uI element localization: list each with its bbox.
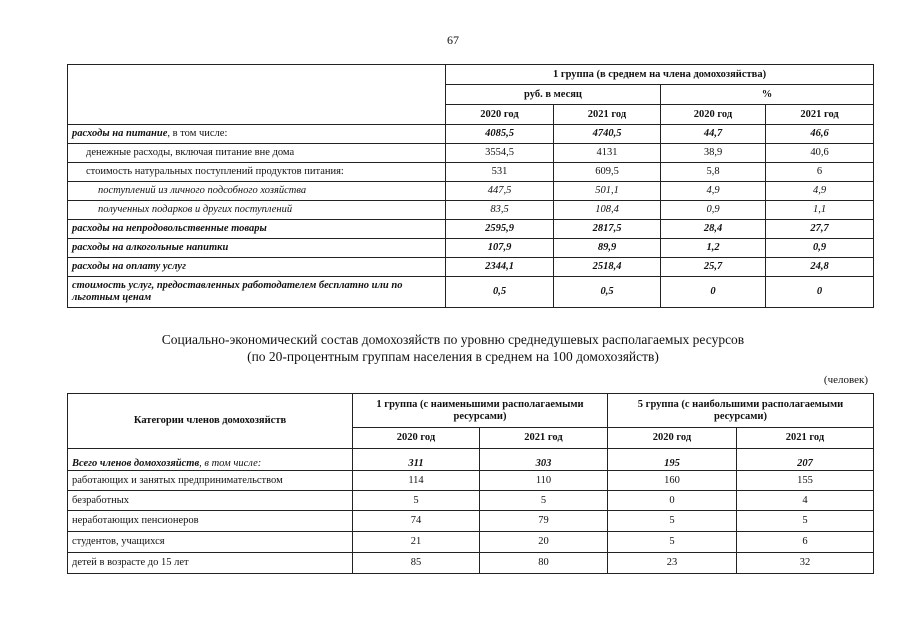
cell-value: 83,5 [446, 201, 554, 220]
cell-value: 74 [353, 511, 480, 532]
cell-value: 2817,5 [554, 220, 661, 239]
unit-rub-header: руб. в месяц [446, 85, 661, 105]
cell-value: 5 [737, 511, 874, 532]
cell-value: 195 [608, 449, 737, 471]
cell-value: 79 [480, 511, 608, 532]
cell-value: 1,1 [766, 201, 874, 220]
cell-value: 501,1 [554, 182, 661, 201]
cell-value: 3554,5 [446, 144, 554, 163]
cell-value: 0 [766, 277, 874, 308]
year-header: 2020 год [608, 428, 737, 449]
table-row [68, 220, 874, 239]
table-row [68, 144, 874, 163]
year-header: 2021 год [737, 428, 874, 449]
cell-value: 108,4 [554, 201, 661, 220]
cell-value: 0 [608, 491, 737, 511]
cell-value: 5,8 [661, 163, 766, 182]
cell-value: 0,9 [661, 201, 766, 220]
page-number: 67 [447, 33, 459, 47]
table-row [68, 125, 874, 144]
expenses-table [67, 64, 874, 308]
row-label: студентов, учащихся [68, 532, 353, 553]
cell-value: 4131 [554, 144, 661, 163]
table-row [68, 239, 874, 258]
cell-value: 32 [737, 553, 874, 574]
cell-value: 447,5 [446, 182, 554, 201]
group5-header: 5 группа (с наибольшими располагаемыми ресурсами) [608, 394, 874, 428]
row-label: расходы на алкогольные напитки [68, 239, 446, 258]
row-label: детей в возрасте до 15 лет [68, 553, 353, 574]
cell-value: 24,8 [766, 258, 874, 277]
row-label: расходы на питание, в том числе: [68, 125, 446, 144]
table-row [68, 449, 874, 471]
table-row [68, 491, 874, 511]
section-title-line: (по 20-процентным группам населения в среднем на 100 домохозяйств) [247, 349, 659, 364]
empty-header-cell [68, 65, 446, 125]
row-label: работающих и занятых предпринимательством [68, 471, 353, 491]
year-header: 2020 год [446, 105, 554, 125]
table-row [68, 201, 874, 220]
row-label: расходы на оплату услуг [68, 258, 446, 277]
table-row [68, 258, 874, 277]
cell-value: 2518,4 [554, 258, 661, 277]
cell-value: 2595,9 [446, 220, 554, 239]
cell-value: 0,5 [446, 277, 554, 308]
cell-value: 23 [608, 553, 737, 574]
cell-value: 44,7 [661, 125, 766, 144]
year-header: 2021 год [480, 428, 608, 449]
cell-value: 609,5 [554, 163, 661, 182]
section-title-line: Социально-экономический состав домохозяйств по уровню среднедушевых располагаемых ресурсов [161, 332, 745, 347]
cell-value: 207 [737, 449, 874, 471]
table-row [68, 182, 874, 201]
cell-value: 114 [353, 471, 480, 491]
year-header: 2020 год [353, 428, 480, 449]
household-composition-table [67, 393, 874, 574]
table-row [68, 163, 874, 182]
cell-value: 21 [353, 532, 480, 553]
cell-value: 6 [766, 163, 874, 182]
cell-value: 0 [661, 277, 766, 308]
cell-value: 1,2 [661, 239, 766, 258]
cell-value: 155 [737, 471, 874, 491]
table-row [68, 277, 874, 308]
row-label: неработающих пенсионеров [68, 511, 353, 532]
cell-value: 5 [480, 491, 608, 511]
row-label: безработных [68, 491, 353, 511]
row-label: денежные расходы, включая питание вне дома [68, 144, 446, 163]
cell-value: 38,9 [661, 144, 766, 163]
cell-value: 20 [480, 532, 608, 553]
cell-value: 46,6 [766, 125, 874, 144]
row-label: расходы на непродовольственные товары [68, 220, 446, 239]
row-label: стоимость услуг, предоставленных работодателем бесплатно или по льготным ценам [68, 277, 446, 308]
year-header: 2021 год [554, 105, 661, 125]
cell-value: 311 [353, 449, 480, 471]
cell-value: 40,6 [766, 144, 874, 163]
table-row [68, 553, 874, 574]
cell-value: 85 [353, 553, 480, 574]
cell-value: 0,5 [554, 277, 661, 308]
table-row [68, 511, 874, 532]
cell-value: 5 [353, 491, 480, 511]
cell-value: 5 [608, 532, 737, 553]
cell-value: 4,9 [766, 182, 874, 201]
cell-value: 6 [737, 532, 874, 553]
cell-value: 25,7 [661, 258, 766, 277]
cell-value: 107,9 [446, 239, 554, 258]
cell-value: 160 [608, 471, 737, 491]
group1-header: 1 группа (с наименьшими располагаемыми ресурсами) [353, 394, 608, 428]
row-label: Всего членов домохозяйств, в том числе: [68, 449, 353, 471]
row-label: полученных подарков и других поступлений [68, 201, 446, 220]
cell-value: 110 [480, 471, 608, 491]
cell-value: 303 [480, 449, 608, 471]
table-row [68, 471, 874, 491]
cell-value: 27,7 [766, 220, 874, 239]
group-header: 1 группа (в среднем на члена домохозяйства) [446, 65, 874, 85]
table-row [68, 532, 874, 553]
row-label: стоимость натуральных поступлений продуктов питания: [68, 163, 446, 182]
section-title [0, 331, 906, 365]
cell-value: 2344,1 [446, 258, 554, 277]
cell-value: 4085,5 [446, 125, 554, 144]
row-label: поступлений из личного подсобного хозяйства [68, 182, 446, 201]
cell-value: 0,9 [766, 239, 874, 258]
unit-label: (человек) [823, 374, 868, 386]
cell-value: 531 [446, 163, 554, 182]
cell-value: 4,9 [661, 182, 766, 201]
cell-value: 4740,5 [554, 125, 661, 144]
cell-value: 4 [737, 491, 874, 511]
cell-value: 5 [608, 511, 737, 532]
cell-value: 89,9 [554, 239, 661, 258]
cell-value: 28,4 [661, 220, 766, 239]
cell-value: 80 [480, 553, 608, 574]
unit-pct-header: % [661, 85, 874, 105]
year-header: 2020 год [661, 105, 766, 125]
category-header: Категории членов домохозяйств [68, 394, 353, 449]
year-header: 2021 год [766, 105, 874, 125]
